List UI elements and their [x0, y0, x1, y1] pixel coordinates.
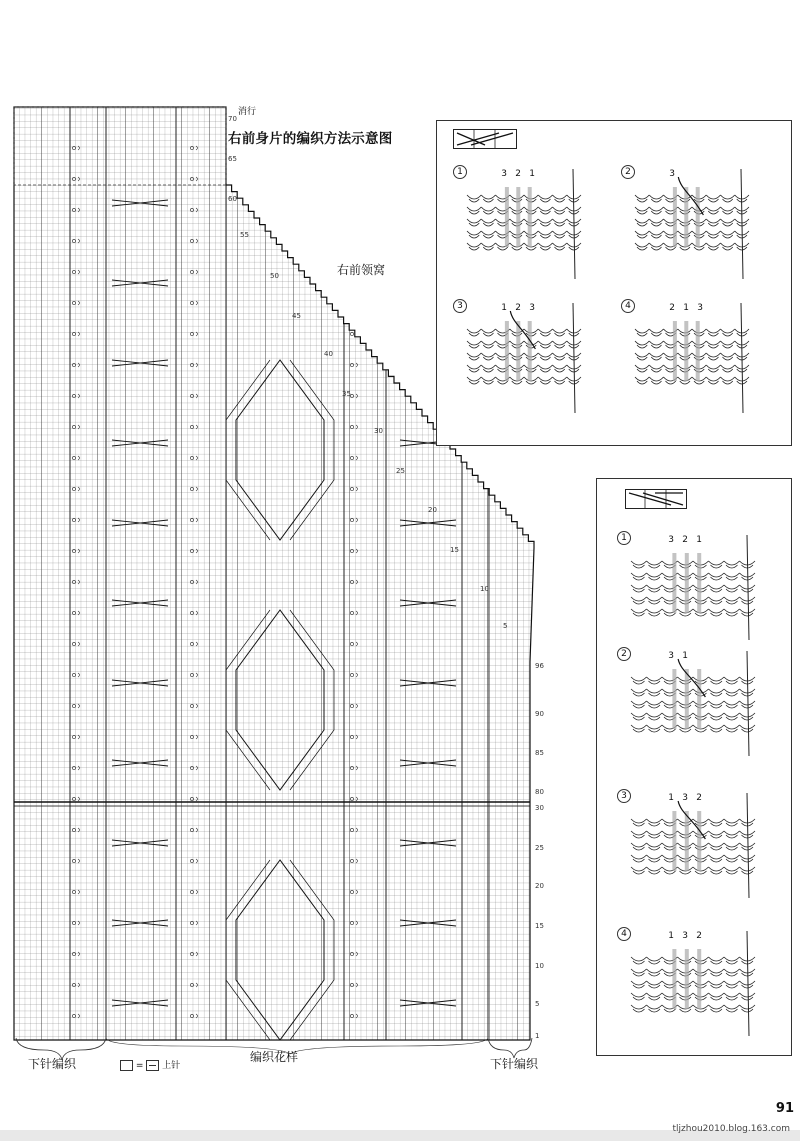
stitch-loop — [721, 243, 735, 250]
stitch-loop — [631, 701, 647, 708]
stitch-loop — [709, 867, 725, 874]
stitch-loop — [467, 231, 481, 238]
knitting-needle — [747, 651, 749, 756]
stitch-loop — [647, 597, 663, 604]
row-number: 1 — [535, 1032, 540, 1040]
stitch-loop — [631, 597, 647, 604]
knitting-needle — [573, 303, 575, 413]
stitch-number-label: 2 — [669, 303, 675, 313]
stitch-number-label: 3 — [501, 169, 507, 179]
stitch-loop — [631, 573, 647, 580]
stitch-loop — [721, 365, 735, 372]
stitch-loop — [724, 725, 740, 732]
stitch-loop — [740, 867, 756, 874]
cable-instruction-panel-2 — [596, 478, 792, 1056]
stitch-loop — [467, 377, 481, 384]
stitch-loop — [481, 353, 495, 360]
stitch-loop — [647, 609, 663, 616]
stitch-loop — [635, 231, 649, 238]
stitch-loop — [553, 365, 567, 372]
stitch-loop — [635, 243, 649, 250]
stitch-loop — [740, 597, 756, 604]
stitch-loop — [553, 377, 567, 384]
stitch-loop — [706, 329, 720, 336]
stitch-loop — [647, 969, 663, 976]
knitting-illustration — [453, 299, 603, 419]
stitch-loop — [647, 843, 663, 850]
stitch-loop — [631, 981, 647, 988]
stitch-loop — [553, 243, 567, 250]
legend — [120, 1058, 180, 1071]
stitch-loop — [538, 341, 552, 348]
legend-purl-symbol — [146, 1060, 159, 1071]
stitch-loop — [709, 573, 725, 580]
stitch-loop — [538, 219, 552, 226]
panel-1-symbol — [453, 129, 517, 149]
stitch-number-label: 3 — [682, 793, 688, 803]
bottom-left-label: 下针编织 — [28, 1057, 77, 1071]
row-number: 10 — [535, 962, 544, 970]
stitch-loop — [721, 195, 735, 202]
stitch-loop — [635, 377, 649, 384]
stitch-number-label: 1 — [668, 931, 674, 941]
knitting-needle — [741, 169, 743, 279]
stitch-loop — [706, 207, 720, 214]
stitch-loop — [721, 207, 735, 214]
stitch-number-label: 2 — [696, 931, 702, 941]
stitch-loop — [649, 377, 663, 384]
stitch-loop — [631, 609, 647, 616]
stitch-number-label: 2 — [682, 535, 688, 545]
stitch-loop — [709, 981, 725, 988]
step-number: 2 — [621, 165, 635, 179]
stitch-loop — [631, 969, 647, 976]
stitch-number-label: 3 — [529, 303, 535, 313]
stitch-loop — [709, 561, 725, 568]
stitch-loop — [724, 585, 740, 592]
stitch-loop — [631, 867, 647, 874]
row-number: 85 — [535, 749, 544, 757]
stitch-loop — [724, 561, 740, 568]
row-number: 25 — [535, 844, 544, 852]
step-number: 2 — [617, 647, 631, 661]
step-illustration-4 — [617, 927, 777, 1042]
stitch-loop — [631, 561, 647, 568]
stitch-loop — [724, 855, 740, 862]
stitch-loop — [709, 585, 725, 592]
row-number: 45 — [292, 312, 301, 320]
stitch-loop — [631, 957, 647, 964]
stitch-loop — [647, 701, 663, 708]
stitch-loop — [724, 993, 740, 1000]
stitch-loop — [538, 365, 552, 372]
stitch-loop — [647, 957, 663, 964]
stitch-loop — [647, 819, 663, 826]
stitch-number-label: 1 — [668, 793, 674, 803]
bottom-center-label: 编织花样 — [250, 1050, 299, 1064]
stitch-loop — [553, 341, 567, 348]
stitch-loop — [631, 819, 647, 826]
stitch-loop — [724, 981, 740, 988]
stitch-loop — [635, 329, 649, 336]
row-number: 35 — [342, 390, 351, 398]
legend-text: 上针 — [162, 1061, 181, 1071]
stitch-loop — [740, 701, 756, 708]
knitting-illustration — [617, 789, 777, 904]
stitch-loop — [631, 713, 647, 720]
stitch-loop — [647, 573, 663, 580]
stitch-loop — [724, 689, 740, 696]
stitch-loop — [631, 689, 647, 696]
stitch-loop — [740, 855, 756, 862]
stitch-loop — [740, 609, 756, 616]
stitch-loop — [740, 713, 756, 720]
stitch-loop — [467, 365, 481, 372]
stitch-loop — [724, 957, 740, 964]
stitch-loop — [706, 377, 720, 384]
row-number: 25 — [396, 467, 405, 475]
step-illustration-1 — [617, 531, 777, 646]
stitch-loop — [467, 207, 481, 214]
stitch-loop — [631, 1005, 647, 1012]
stitch-number-label: 1 — [696, 535, 702, 545]
stitch-loop — [709, 713, 725, 720]
stitch-loop — [538, 243, 552, 250]
stitch-loop — [706, 231, 720, 238]
row-number: 20 — [428, 506, 437, 514]
stitch-number-label: 1 — [683, 303, 689, 313]
stitch-loop — [631, 725, 647, 732]
stitch-loop — [647, 677, 663, 684]
stitch-loop — [740, 1005, 756, 1012]
stitch-loop — [709, 689, 725, 696]
stitch-loop — [553, 353, 567, 360]
row-number: 20 — [535, 882, 544, 890]
knitting-illustration — [617, 647, 777, 762]
stitch-loop — [553, 207, 567, 214]
stitch-loop — [467, 243, 481, 250]
stitch-loop — [553, 231, 567, 238]
legend-equals: = — [135, 1061, 144, 1071]
stitch-number-label: 1 — [682, 651, 688, 661]
stitch-loop — [709, 993, 725, 1000]
stitch-loop — [706, 353, 720, 360]
stitch-loop — [724, 969, 740, 976]
stitch-loop — [647, 855, 663, 862]
footer-url: tljzhou2010.blog.163.com — [672, 1124, 790, 1134]
stitch-loop — [709, 819, 725, 826]
stitch-loop — [481, 219, 495, 226]
top-label: 消行 — [238, 107, 257, 117]
stitch-loop — [467, 341, 481, 348]
stitch-loop — [481, 329, 495, 336]
stitch-loop — [553, 219, 567, 226]
stitch-loop — [635, 341, 649, 348]
stitch-loop — [635, 207, 649, 214]
row-number: 40 — [324, 350, 333, 358]
stitch-loop — [481, 231, 495, 238]
knitting-illustration — [617, 927, 777, 1042]
stitch-number-label: 3 — [669, 169, 675, 179]
step-number: 3 — [617, 789, 631, 803]
twist-mark — [350, 208, 353, 211]
row-number: 80 — [535, 788, 544, 796]
stitch-loop — [706, 219, 720, 226]
stitch-loop — [649, 341, 663, 348]
stitch-loop — [709, 843, 725, 850]
stitch-loop — [647, 713, 663, 720]
stitch-loop — [721, 329, 735, 336]
twist-mark — [356, 239, 358, 243]
stitch-loop — [635, 195, 649, 202]
knitting-illustration — [621, 299, 771, 419]
stitch-loop — [467, 353, 481, 360]
stitch-loop — [721, 341, 735, 348]
stitch-loop — [649, 353, 663, 360]
stitch-number-label: 1 — [529, 169, 535, 179]
stitch-loop — [724, 1005, 740, 1012]
knitting-illustration — [453, 165, 603, 285]
cable-instruction-panel-1 — [436, 120, 792, 446]
step-illustration-4 — [621, 299, 771, 419]
stitch-loop — [631, 855, 647, 862]
twist-mark — [350, 301, 353, 304]
stitch-loop — [709, 677, 725, 684]
stitch-number-label: 3 — [668, 535, 674, 545]
stitch-loop — [631, 585, 647, 592]
stitch-loop — [709, 957, 725, 964]
step-number: 4 — [621, 299, 635, 313]
knitting-needle — [747, 535, 749, 640]
stitch-loop — [721, 377, 735, 384]
stitch-loop — [721, 231, 735, 238]
stitch-loop — [649, 207, 663, 214]
row-number: 90 — [535, 710, 544, 718]
knitting-needle — [747, 793, 749, 898]
stitch-loop — [721, 219, 735, 226]
stitch-number-label: 2 — [696, 793, 702, 803]
stitch-loop — [481, 341, 495, 348]
stitch-loop — [709, 855, 725, 862]
stitch-loop — [706, 365, 720, 372]
stitch-loop — [647, 725, 663, 732]
step-illustration-2 — [621, 165, 771, 285]
stitch-loop — [709, 701, 725, 708]
stitch-loop — [538, 353, 552, 360]
row-number: 5 — [503, 622, 508, 630]
knitting-illustration — [621, 165, 771, 285]
stitch-loop — [649, 243, 663, 250]
stitch-loop — [538, 195, 552, 202]
stitch-loop — [706, 195, 720, 202]
stitch-loop — [649, 329, 663, 336]
stitch-loop — [709, 597, 725, 604]
row-number: 5 — [535, 1000, 540, 1008]
stitch-loop — [647, 981, 663, 988]
stitch-loop — [635, 219, 649, 226]
twist-mark — [350, 177, 353, 180]
stitch-loop — [724, 573, 740, 580]
step-number: 1 — [453, 165, 467, 179]
stitch-loop — [709, 609, 725, 616]
stitch-loop — [724, 713, 740, 720]
row-number: 55 — [240, 231, 249, 239]
stitch-loop — [649, 365, 663, 372]
stitch-loop — [740, 585, 756, 592]
twist-mark — [356, 177, 358, 181]
stitch-loop — [635, 365, 649, 372]
step-illustration-2 — [617, 647, 777, 762]
panel-2-symbol — [625, 489, 687, 509]
stitch-loop — [724, 701, 740, 708]
stitch-loop — [481, 207, 495, 214]
stitch-loop — [467, 219, 481, 226]
twist-mark — [356, 332, 358, 336]
stitch-loop — [740, 843, 756, 850]
row-number: 60 — [228, 195, 237, 203]
stitch-loop — [647, 867, 663, 874]
stitch-loop — [538, 377, 552, 384]
page-number: 91 — [775, 1101, 794, 1116]
stitch-loop — [724, 609, 740, 616]
row-number: 30 — [535, 804, 544, 812]
stitch-loop — [538, 329, 552, 336]
stitch-loop — [740, 993, 756, 1000]
stitch-loop — [724, 819, 740, 826]
stitch-loop — [709, 725, 725, 732]
stitch-loop — [649, 219, 663, 226]
step-number: 4 — [617, 927, 631, 941]
stitch-loop — [647, 831, 663, 838]
legend-knit-symbol — [120, 1060, 133, 1071]
stitch-loop — [740, 725, 756, 732]
step-number: 3 — [453, 299, 467, 313]
stitch-number-label: 3 — [668, 651, 674, 661]
stitch-number-label: 1 — [501, 303, 507, 313]
stitch-loop — [724, 831, 740, 838]
stitch-loop — [647, 993, 663, 1000]
row-number: 50 — [270, 272, 279, 280]
stitch-loop — [467, 329, 481, 336]
stitch-loop — [647, 585, 663, 592]
stitch-loop — [649, 231, 663, 238]
stitch-loop — [481, 377, 495, 384]
stitch-loop — [709, 831, 725, 838]
stitch-number-label: 3 — [682, 931, 688, 941]
stitch-loop — [647, 561, 663, 568]
twist-mark — [350, 239, 353, 242]
stitch-loop — [724, 677, 740, 684]
stitch-loop — [631, 993, 647, 1000]
row-number: 96 — [535, 662, 544, 670]
twist-mark — [356, 208, 358, 212]
row-number: 70 — [228, 115, 237, 123]
step-illustration-3 — [617, 789, 777, 904]
stitch-loop — [724, 867, 740, 874]
twist-mark — [356, 301, 358, 305]
row-number: 15 — [450, 546, 459, 554]
bottom-right-label: 下针编织 — [490, 1057, 539, 1071]
stitch-loop — [706, 341, 720, 348]
stitch-number-label: 2 — [515, 303, 521, 313]
stitch-loop — [709, 1005, 725, 1012]
stitch-loop — [647, 1005, 663, 1012]
knitting-needle — [747, 931, 749, 1036]
knitting-illustration — [617, 531, 777, 646]
stitch-loop — [631, 831, 647, 838]
step-number: 1 — [617, 531, 631, 545]
stitch-number-label: 3 — [697, 303, 703, 313]
row-number: 65 — [228, 155, 237, 163]
stitch-loop — [706, 243, 720, 250]
stitch-number-label: 2 — [515, 169, 521, 179]
stitch-loop — [467, 195, 481, 202]
stitch-loop — [635, 353, 649, 360]
stitch-loop — [553, 195, 567, 202]
chart-title: 右前身片的编织方法示意图 — [228, 131, 393, 147]
row-number: 15 — [535, 922, 544, 930]
stitch-loop — [721, 353, 735, 360]
stitch-loop — [481, 365, 495, 372]
row-number: 10 — [480, 585, 489, 593]
stitch-loop — [724, 597, 740, 604]
knitting-needle — [741, 303, 743, 413]
stitch-loop — [709, 969, 725, 976]
stitch-loop — [740, 981, 756, 988]
stitch-loop — [647, 689, 663, 696]
stitch-loop — [724, 843, 740, 850]
stitch-loop — [481, 243, 495, 250]
knitting-needle — [573, 169, 575, 279]
step-illustration-1 — [453, 165, 603, 285]
stitch-loop — [538, 207, 552, 214]
stitch-loop — [631, 843, 647, 850]
stitch-loop — [649, 195, 663, 202]
neckline-label: 右前领窝 — [337, 263, 386, 277]
stitch-loop — [553, 329, 567, 336]
step-illustration-3 — [453, 299, 603, 419]
row-number: 30 — [374, 427, 383, 435]
stitch-loop — [538, 231, 552, 238]
stitch-loop — [631, 677, 647, 684]
stitch-loop — [481, 195, 495, 202]
